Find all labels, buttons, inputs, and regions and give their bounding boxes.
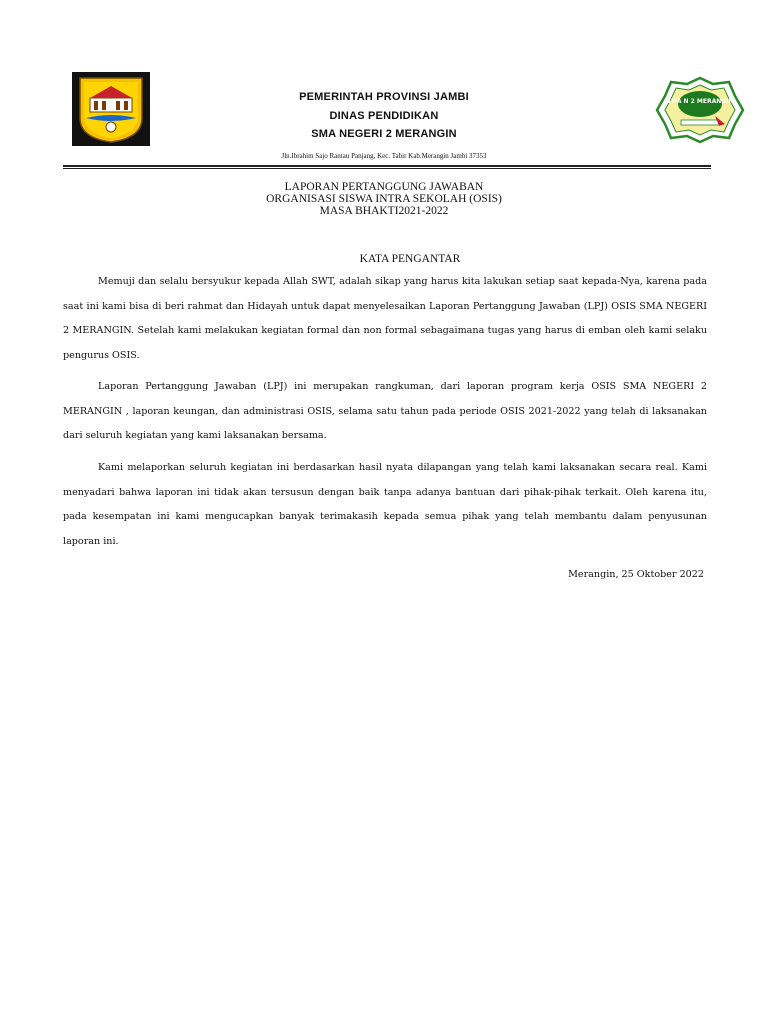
report-title-line-1: LAPORAN PERTANGGUNG JAWABAN xyxy=(284,181,484,193)
emblem-text: SMA N 2 MERANGIN xyxy=(666,98,734,105)
letterhead-divider-thin xyxy=(63,168,711,169)
letterhead-department: DINAS PENDIDIKAN xyxy=(329,110,439,122)
letterhead-school: SMA NEGERI 2 MERANGIN xyxy=(311,128,457,140)
paragraph-2: Laporan Pertanggung Jawaban (LPJ) ini merupakan rangkuman, dari laporan program kerja OSIS SMA NEGERI 2 MERANGIN , laporan keungan, dan administrasi OSIS, selama satu tahun pada periode OSIS 2021-2022 yang telah di laksanakan dari seluruh kegiatan yang kami laksanakan bersama. xyxy=(63,381,707,441)
report-title-line-3: MASA BHAKTI2021-2022 xyxy=(319,205,449,217)
report-title-line-2: ORGANISASI SISWA INTRA SEKOLAH (OSIS) xyxy=(266,193,502,205)
letterhead-divider xyxy=(63,165,711,167)
paragraph-1: Memuji dan selalu bersyukur kepada Allah SWT, adalah sikap yang harus kita lakukan setiap saat kepada-Nya, karena pada saat ini kami bisa di beri rahmat dan Hidayah untuk dapat menyelesaikan Laporan Pertanggung Jawaban (LPJ) OSIS SMA NEGERI 2 MERANGIN. Setelah kami melakukan kegiatan formal dan non formal sebagaimana tugas yang harus di emban oleh kami selaku pengurus OSIS. xyxy=(63,276,707,361)
letterhead-address: Jln.Ibrahim Sajo Rantau Panjang, Kec. Tabir Kab.Merangin Jambi 37353 xyxy=(281,152,487,160)
letterhead-province: PEMERINTAH PROVINSI JAMBI xyxy=(299,91,469,103)
paragraph-3: Kami melaporkan seluruh kegiatan ini berdasarkan hasil nyata dilapangan yang telah kami laksanakan secara real. Kami menyadari bahwa laporan ini tidak akan tersusun dengan baik tanpa adanya bantuan dari pihak-pihak terkait. Oleh karena itu, pada kesempatan ini kami mengucapkan banyak terimakasih kepada semua pihak yang telah membantu dalam penyusunan laporan ini. xyxy=(63,462,707,547)
section-title: KATA PENGANTAR xyxy=(359,253,461,265)
dateline: Merangin, 25 Oktober 2022 xyxy=(568,569,704,580)
